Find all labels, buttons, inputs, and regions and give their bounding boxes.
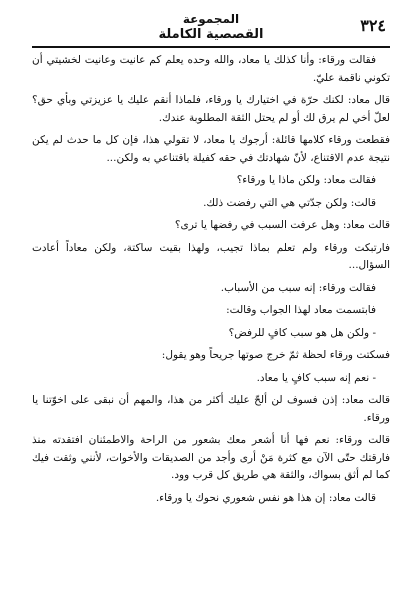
- page-number: ٣٢٤: [360, 16, 386, 35]
- paragraph: فارتبكت ورقاء ولم تعلم بماذا تجيب، ولهذا بقيت ساكتة، ولكن معاداً أعادت السؤال...: [32, 241, 390, 271]
- paragraph: قالت معاد: إن هذا هو نفس شعوري نحوك يا ورقاء.: [155, 491, 376, 504]
- paragraph: قالت ورقاء: نعم فها أنا أشعر معك بشعور من الراحة والاطمئنان افتقدته منذ فارقتك حتّى الآن مع كثرة مَنْ أرى وأجد من الصديقات والأخوات، لأنني وثقت فيك كما لم أثق بسواك، والثقة هي طريق كل قرب وود.: [32, 434, 390, 481]
- paragraph: فقالت ورقاء: وأنا كذلك يا معاد، والله وحده يعلم كم عانيت وعانيت لخشيتي أن تكوني ناقمة عليّ.: [32, 54, 390, 84]
- paragraph: قالت: ولكن جدّتي هي التي رفضت ذلك.: [203, 196, 376, 209]
- book-title-line-1: المجموعة: [182, 12, 240, 26]
- paragraph: فابتسمت معاد لهذا الجواب وقالت:: [226, 304, 376, 316]
- paragraph: قالت معاد: وهل عرفت السبب في رفضها يا ترى؟: [174, 219, 390, 231]
- book-title-line-2: القصصية الكاملة: [158, 27, 264, 42]
- paragraph: قالت معاد: إذن فسوف لن ألحّ عليك أكثر من هذا، والمهم أن نبقى على اخوّتنا يا ورقاء.: [32, 394, 390, 424]
- paragraph: فقطعت ورقاء كلامها قائلة: أرجوك يا معاد، لا تقولي هذا، فإن كل ما حدث لم يكن نتيجة عدم الاقتناع، لأنّ شهادتك في حقه كفيلة باقتناعي به ولكن...: [32, 134, 390, 164]
- paragraph: قال معاد: لكنك حرّة في اختيارك يا ورقاء، فلماذا أنقم عليك يا عزيزتي وبأي حق؟ لعلّ أخي لم يرق لك أو لم يحتل الثقة المطلوبة عندك.: [32, 94, 390, 124]
- paragraph: فقالت ورقاء: إنه سبب من الأسباب.: [220, 281, 376, 294]
- paragraph: - ولكن هل هو سبب كافٍ للرفض؟: [228, 326, 376, 339]
- running-header: [32, 12, 390, 48]
- paragraph: فسكتت ورقاء لحظة ثمّ خرج صوتها جريحاً وهو يقول:: [161, 349, 390, 361]
- book-title: [111, 12, 311, 42]
- paragraph: فقالت معاد: ولكن ماذا يا ورقاء؟: [236, 174, 376, 186]
- page-body: [32, 52, 390, 507]
- paragraph: - نعم إنه سبب كافٍ يا معاد.: [256, 371, 376, 384]
